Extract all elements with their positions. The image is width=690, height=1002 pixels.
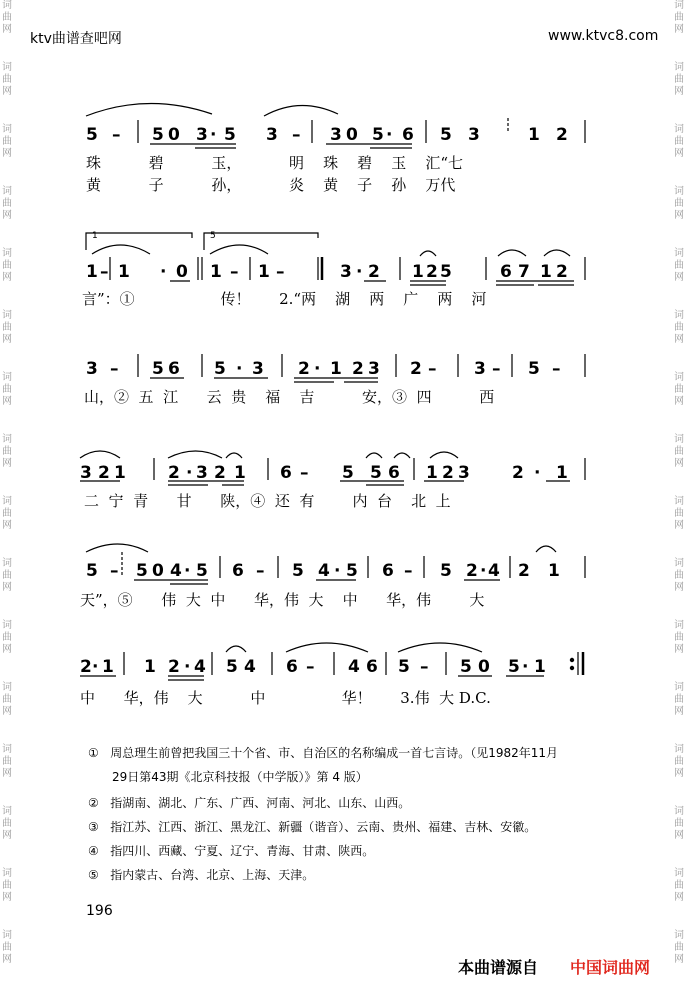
footnote-text: 29日第43期《北京科技报（中学版）》第 4 版） [112,770,368,784]
score-note: · [92,657,99,677]
score-note: · [522,657,529,677]
source-site: 中国词曲网 [570,958,651,977]
score-note: 5 [460,657,472,677]
watermark-mark: 词 曲 网 [674,124,684,159]
score-note: · [314,359,321,379]
watermark-mark: 词 曲 网 [674,434,684,469]
watermark-mark: 词 曲 网 [2,868,12,903]
score-note: 0 [176,262,188,282]
score-note: 5 [292,561,304,581]
score-note: 5 [86,125,98,145]
score-note: 5 [508,657,520,677]
score-note: – [110,359,119,379]
score-note: 2 [352,359,364,379]
watermark-mark: 词 曲 网 [674,868,684,903]
score-note: 5 [528,359,540,379]
score-note: · [210,125,217,145]
score-note: 1 [426,463,438,483]
score-note: 5 [440,125,452,145]
score-note: · [186,463,193,483]
score-note: 2 [466,561,478,581]
watermark-mark: 词 曲 网 [2,434,12,469]
score-note: 6 [366,657,378,677]
score-note: 2 [556,262,568,282]
score-note: 1 [86,262,98,282]
score-note: 2 [518,561,530,581]
score-note: 3 [368,359,380,379]
score-note: 0 [168,125,180,145]
score-note: 5 [372,125,384,145]
watermark-mark: 词 曲 网 [2,186,12,221]
lyric-line-1b: 黄 子 孙， 炎 黄 子 孙 万代 [86,176,456,194]
lyric-line-1a: 珠 碧 玉， 明 珠 碧 玉 汇“七 [86,154,464,172]
score-note: – [492,359,501,379]
score-note: 5 [152,125,164,145]
score-note: – [230,262,239,282]
footnote-mark: ③ [88,820,99,834]
score-note: 2 [98,463,110,483]
score-note: · [334,561,341,581]
score-note: 2 [410,359,422,379]
score-note: 1 [528,125,540,145]
score-note: – [552,359,561,379]
score-note: 2 [368,262,380,282]
score-note: 5 [152,359,164,379]
footnote-4 [88,842,374,859]
score-note: 2 [426,262,438,282]
score-note: 3 [266,125,278,145]
footnote-mark: ② [88,796,99,810]
footnote-2 [88,794,410,811]
score-note: · [534,463,541,483]
score-note: 6 [382,561,394,581]
footnote-mark: ⑤ [88,868,99,882]
footnote-1 [88,744,558,761]
score-note: – [276,262,285,282]
score-note: 0 [152,561,164,581]
score-note: 1 [102,657,114,677]
footnote-5 [88,866,314,883]
score-note: 5 [136,561,148,581]
score-note: 5 [214,359,226,379]
footnote-text: 指湖南、湖北、广东、广西、河南、河北、山东、山西。 [110,796,411,810]
score-note: 5 [342,463,354,483]
score-note: 3 [468,125,480,145]
watermark-mark: 词 曲 网 [2,0,12,35]
watermark-mark: 词 曲 网 [674,744,684,779]
lyric-line-2: 言”：① 传！ 2.“两 湖 两 广 两 河 [82,290,487,308]
score-note: · [160,262,167,282]
score-note: 2 [556,125,568,145]
watermark-mark: 词 曲 网 [674,620,684,655]
score-note: 1 [118,262,130,282]
watermark-mark: 词 曲 网 [2,744,12,779]
score-note: 3 [340,262,352,282]
score-note: 6 [500,262,512,282]
score-note: 2 [442,463,454,483]
score-note: 5 [224,125,236,145]
lyric-line-3: 山，② 五 江 云 贵 福 吉 安，③ 四 西 [84,388,495,406]
score-note: 5 [86,561,98,581]
volta-number: 1 [92,231,98,241]
score-note: 5 [196,561,208,581]
score-note: 1 [144,657,156,677]
score-note: 3 [196,463,208,483]
score-note: 1 [330,359,342,379]
score-note: 1 [540,262,552,282]
score-note: 5 [226,657,238,677]
score-note: · [356,262,363,282]
score-note: 3 [252,359,264,379]
score-note: – [420,657,429,677]
score-note: 1 [548,561,560,581]
score-note: 4 [488,561,500,581]
watermark-mark: 词 曲 网 [2,620,12,655]
score-note: 4 [194,657,206,677]
score-note: 3 [330,125,342,145]
score-note: 5 [440,262,452,282]
score-note: – [100,262,109,282]
score-note: 6 [402,125,414,145]
score-note: 3 [80,463,92,483]
watermark-mark: 词 曲 网 [674,682,684,717]
score-note: 0 [478,657,490,677]
score-note: 6 [232,561,244,581]
watermark-mark: 词 曲 网 [674,930,684,965]
score-note: · [236,359,243,379]
footnote-1-cont [112,768,368,785]
watermark-mark: 词 曲 网 [2,124,12,159]
score-note: 6 [388,463,400,483]
footnote-text: 周总理生前曾把我国三十个省、市、自治区的名称编成一首七言诗。（见1982年11月 [110,746,559,760]
header-site-name: ktv曲谱查吧网 [30,31,122,47]
score-note: – [292,125,301,145]
watermark-mark: 词 曲 网 [2,930,12,965]
score-note: 1 [114,463,126,483]
score-note: – [404,561,413,581]
score-note: 4 [348,657,360,677]
watermark-mark: 词 曲 网 [674,558,684,593]
score-note: 2 [214,463,226,483]
watermark-mark: 词 曲 网 [2,372,12,407]
score-note: – [112,125,121,145]
watermark-mark: 词 曲 网 [674,0,684,35]
watermark-mark: 词 曲 网 [2,248,12,283]
footnote-mark: ① [88,746,99,760]
score-note: – [256,561,265,581]
score-note: 2 [80,657,92,677]
watermark-mark: 词 曲 网 [2,310,12,345]
score-note: 4 [244,657,256,677]
score-note: – [110,561,119,581]
watermark-mark: 词 曲 网 [674,496,684,531]
score-note: 1 [258,262,270,282]
score-note: 7 [518,262,530,282]
score-note: 5 [398,657,410,677]
score-note: 5 [440,561,452,581]
score-note: 3 [474,359,486,379]
score-note: – [300,463,309,483]
score-note: 2 [512,463,524,483]
score-note: 3 [458,463,470,483]
footnote-text: 指江苏、江西、浙江、黑龙江、新疆（谐音）、云南、贵州、福建、吉林、安徽。 [110,820,537,834]
score-note: 6 [280,463,292,483]
score-note: 1 [556,463,568,483]
score-note: 2 [168,657,180,677]
lyric-line-6: 中 华，伟 大 中 华！ 3.伟 大 D.C. [80,689,491,707]
watermark-mark: 词 曲 网 [674,248,684,283]
watermark-mark: 词 曲 网 [674,806,684,841]
score-note: 6 [286,657,298,677]
score-note: 0 [346,125,358,145]
score-note: · [184,561,191,581]
score-note: 1 [412,262,424,282]
header-site-url: www.ktvc8.com [548,28,659,44]
watermark-mark: 词 曲 网 [674,62,684,97]
footnote-3 [88,818,536,835]
watermark-mark: 词 曲 网 [674,186,684,221]
footnote-mark: ④ [88,844,99,858]
score-note: 1 [234,463,246,483]
score-note: · [480,561,487,581]
score-note: · [184,657,191,677]
watermark-mark: 词 曲 网 [674,372,684,407]
score-note: 2 [168,463,180,483]
score-note: 4 [318,561,330,581]
score-note: – [306,657,315,677]
watermark-mark: 词 曲 网 [2,558,12,593]
lyric-line-4: 二 宁 青 甘 陕，④ 还 有 内 台 北 上 [84,492,451,510]
footnote-text: 指四川、西藏、宁夏、辽宁、青海、甘肃、陕西。 [110,844,375,858]
footnote-text: 指内蒙古、台湾、北京、上海、天津。 [110,868,315,882]
score-note: · [386,125,393,145]
watermark-mark: 词 曲 网 [674,310,684,345]
watermark-mark: 词 曲 网 [2,806,12,841]
watermark-mark: 词 曲 网 [2,682,12,717]
score-note: 5 [346,561,358,581]
score-note: 1 [210,262,222,282]
watermark-mark: 词 曲 网 [2,496,12,531]
watermark-mark: 词 曲 网 [2,62,12,97]
source-label: 本曲谱源自 [458,958,539,977]
score-note: 3 [196,125,208,145]
score-note: 3 [86,359,98,379]
score-note: 4 [170,561,182,581]
page-number: 196 [86,903,113,919]
score-note: – [428,359,437,379]
score-note: 6 [168,359,180,379]
score-note: 2 [298,359,310,379]
score-note: 1 [534,657,546,677]
lyric-line-5: 天”，⑤ 伟 大 中 华，伟 大 中 华，伟 大 [80,591,485,609]
score-note: 5 [370,463,382,483]
volta-number: 5 [210,231,216,241]
